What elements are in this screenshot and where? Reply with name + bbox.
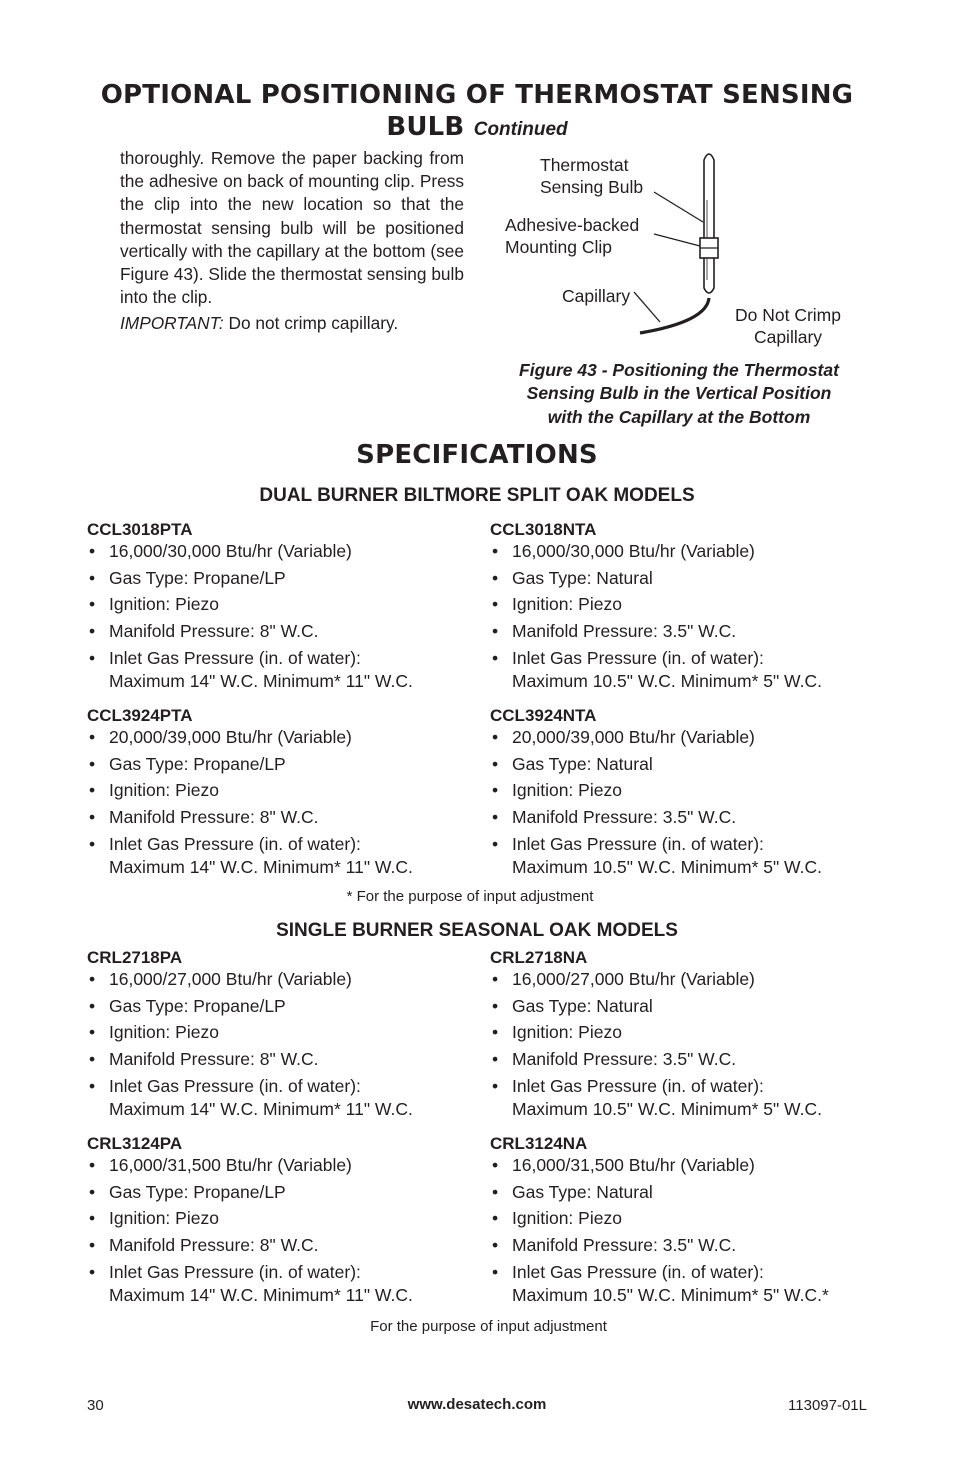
spec-item-text: Inlet Gas Pressure (in. of water):	[109, 647, 361, 668]
figure-caption-line3: with the Capillary at the Bottom	[547, 406, 811, 427]
model-name: CCL3924NTA	[490, 706, 597, 725]
page-number: 30	[87, 1397, 104, 1414]
spec-item: • Gas Type: Natural	[490, 753, 822, 776]
single-burner-heading: SINGLE BURNER SEASONAL OAK MODELS	[276, 920, 678, 941]
spec-list	[87, 726, 413, 879]
spec-item-text: Inlet Gas Pressure (in. of water):	[512, 1261, 764, 1282]
model-block-ccl3018nta	[490, 520, 822, 696]
figure-caption-line2: Sensing Bulb in the Vertical Position	[526, 383, 832, 404]
page-title-line2	[0, 112, 954, 142]
model-name: CRL3124NA	[490, 1134, 588, 1153]
spec-item: • Manifold Pressure: 8" W.C.	[87, 806, 413, 829]
spec-item: • Gas Type: Propane/LP	[87, 753, 413, 776]
spec-item-continuation: Maximum 14" W.C. Minimum* 11" W.C.	[109, 670, 413, 691]
model-name: CCL3018NTA	[490, 520, 597, 539]
important-text: Do not crimp capillary.	[223, 313, 399, 334]
spec-item: • 20,000/39,000 Btu/hr (Variable)	[490, 726, 822, 749]
label-mounting-clip-line1: Adhesive-backed	[505, 215, 640, 235]
spec-item	[490, 1075, 822, 1121]
spec-item: • 16,000/30,000 Btu/hr (Variable)	[490, 540, 822, 563]
spec-item: • Gas Type: Natural	[490, 567, 822, 590]
intro-text	[120, 147, 464, 334]
specifications-title: SPECIFICATIONS	[356, 440, 598, 470]
label-sensing-bulb-line1: Thermostat	[540, 155, 629, 175]
spec-item	[490, 647, 822, 693]
model-name: CRL2718PA	[87, 948, 183, 967]
label-sensing-bulb-line2: Sensing Bulb	[540, 177, 644, 197]
model-name: CCL3924PTA	[87, 706, 193, 725]
spec-item	[490, 1261, 829, 1307]
model-block-crl2718na	[490, 948, 822, 1124]
single-footnote: For the purpose of input adjustment	[370, 1318, 607, 1335]
continued-label: Continued	[473, 119, 568, 140]
spec-item: • Manifold Pressure: 8" W.C.	[87, 1234, 413, 1257]
spec-item: • 16,000/27,000 Btu/hr (Variable)	[87, 968, 413, 991]
intro-paragraph: thoroughly. Remove the paper backing from the adhesive on back of mounting clip. Press the clip into the new location so that the thermostat sensing bulb will be positioned vertically with the capillary at the bottom (see Figure 43). Slide the thermostat sensing bulb into the clip.	[120, 148, 464, 308]
spec-item-continuation: Maximum 10.5" W.C. Minimum* 5" W.C.*	[512, 1284, 829, 1305]
spec-item: • 20,000/39,000 Btu/hr (Variable)	[87, 726, 413, 749]
spec-item-text: Inlet Gas Pressure (in. of water):	[109, 833, 361, 854]
spec-item	[87, 1075, 413, 1121]
model-block-crl3124pa	[87, 1134, 413, 1310]
spec-item: • Gas Type: Propane/LP	[87, 1181, 413, 1204]
spec-item-text: Inlet Gas Pressure (in. of water):	[512, 833, 764, 854]
capillary-leader-line	[634, 292, 660, 322]
spec-item: • 16,000/27,000 Btu/hr (Variable)	[490, 968, 822, 991]
label-mounting-clip	[505, 214, 639, 258]
label-capillary: Capillary	[562, 286, 631, 306]
spec-item: • Manifold Pressure: 3.5" W.C.	[490, 1048, 822, 1071]
spec-item: • Manifold Pressure: 3.5" W.C.	[490, 806, 822, 829]
spec-list	[490, 1154, 829, 1307]
spec-item: • Ignition: Piezo	[490, 1021, 822, 1044]
dual-footnote: * For the purpose of input adjustment	[346, 888, 594, 905]
spec-item: • 16,000/31,500 Btu/hr (Variable)	[490, 1154, 829, 1177]
model-name: CRL3124PA	[87, 1134, 183, 1153]
capillary-shape	[640, 298, 709, 333]
document-number: 113097-01L	[788, 1397, 867, 1414]
important-note	[120, 313, 464, 334]
spec-item: • Ignition: Piezo	[490, 779, 822, 802]
model-name: CCL3018PTA	[87, 520, 193, 539]
model-block-ccl3924nta	[490, 706, 822, 882]
model-block-ccl3018pta	[87, 520, 413, 696]
spec-item-text: Inlet Gas Pressure (in. of water):	[512, 647, 764, 668]
spec-item: • Gas Type: Propane/LP	[87, 567, 413, 590]
spec-item: • Ignition: Piezo	[87, 593, 413, 616]
spec-item-continuation: Maximum 10.5" W.C. Minimum* 5" W.C.	[512, 1098, 822, 1119]
spec-item: • Ignition: Piezo	[490, 1207, 829, 1230]
spec-item: • Manifold Pressure: 8" W.C.	[87, 1048, 413, 1071]
model-block-crl2718pa	[87, 948, 413, 1124]
model-block-ccl3924pta	[87, 706, 413, 882]
label-mounting-clip-line2: Mounting Clip	[505, 237, 612, 257]
spec-item	[87, 1261, 413, 1307]
dual-burner-heading: DUAL BURNER BILTMORE SPLIT OAK MODELS	[259, 485, 695, 506]
spec-item	[87, 647, 413, 693]
spec-item-text: Inlet Gas Pressure (in. of water):	[109, 1075, 361, 1096]
website-link[interactable]: www.desatech.com	[407, 1396, 547, 1413]
spec-item: • Manifold Pressure: 8" W.C.	[87, 620, 413, 643]
spec-item: • Gas Type: Natural	[490, 995, 822, 1018]
spec-item: • Gas Type: Propane/LP	[87, 995, 413, 1018]
figure-caption-line1: Figure 43 - Positioning the Thermostat	[519, 360, 839, 380]
spec-item-text: Inlet Gas Pressure (in. of water):	[109, 1261, 361, 1282]
spec-item: • Manifold Pressure: 3.5" W.C.	[490, 620, 822, 643]
spec-item: • Ignition: Piezo	[87, 1207, 413, 1230]
spec-item-text: Inlet Gas Pressure (in. of water):	[512, 1075, 764, 1096]
spec-list	[490, 968, 822, 1121]
label-do-not-crimp-line1: Do Not Crimp	[735, 305, 841, 325]
spec-item-continuation: Maximum 14" W.C. Minimum* 11" W.C.	[109, 1284, 413, 1305]
spec-list	[490, 726, 822, 879]
model-block-crl3124na	[490, 1134, 829, 1310]
spec-item: • Ignition: Piezo	[490, 593, 822, 616]
spec-item: • Manifold Pressure: 3.5" W.C.	[490, 1234, 829, 1257]
label-sensing-bulb	[540, 154, 643, 198]
label-do-not-crimp	[722, 304, 854, 348]
spec-list	[87, 1154, 413, 1307]
mounting-clip-shape	[700, 238, 718, 258]
page-title-bulb: BULB	[386, 112, 465, 142]
model-name: CRL2718NA	[490, 948, 588, 967]
spec-item: • 16,000/31,500 Btu/hr (Variable)	[87, 1154, 413, 1177]
spec-item-continuation: Maximum 14" W.C. Minimum* 11" W.C.	[109, 856, 413, 877]
page-title-line1: OPTIONAL POSITIONING OF THERMOSTAT SENSING	[100, 80, 854, 110]
clip-leader-line	[654, 234, 700, 246]
spec-item	[490, 833, 822, 879]
spec-list	[490, 540, 822, 693]
spec-item-continuation: Maximum 10.5" W.C. Minimum* 5" W.C.	[512, 856, 822, 877]
label-do-not-crimp-line2: Capillary	[753, 327, 823, 347]
spec-list	[87, 540, 413, 693]
spec-item	[87, 833, 413, 879]
spec-item-continuation: Maximum 14" W.C. Minimum* 11" W.C.	[109, 1098, 413, 1119]
sensing-bulb-shape	[704, 154, 714, 293]
spec-item: • 16,000/30,000 Btu/hr (Variable)	[87, 540, 413, 563]
spec-item-continuation: Maximum 10.5" W.C. Minimum* 5" W.C.	[512, 670, 822, 691]
spec-item: • Ignition: Piezo	[87, 779, 413, 802]
important-label: IMPORTANT:	[120, 313, 224, 334]
spec-list	[87, 968, 413, 1121]
bulb-leader-line	[654, 192, 703, 222]
spec-item: • Ignition: Piezo	[87, 1021, 413, 1044]
figure-caption	[480, 359, 878, 429]
spec-item: • Gas Type: Natural	[490, 1181, 829, 1204]
